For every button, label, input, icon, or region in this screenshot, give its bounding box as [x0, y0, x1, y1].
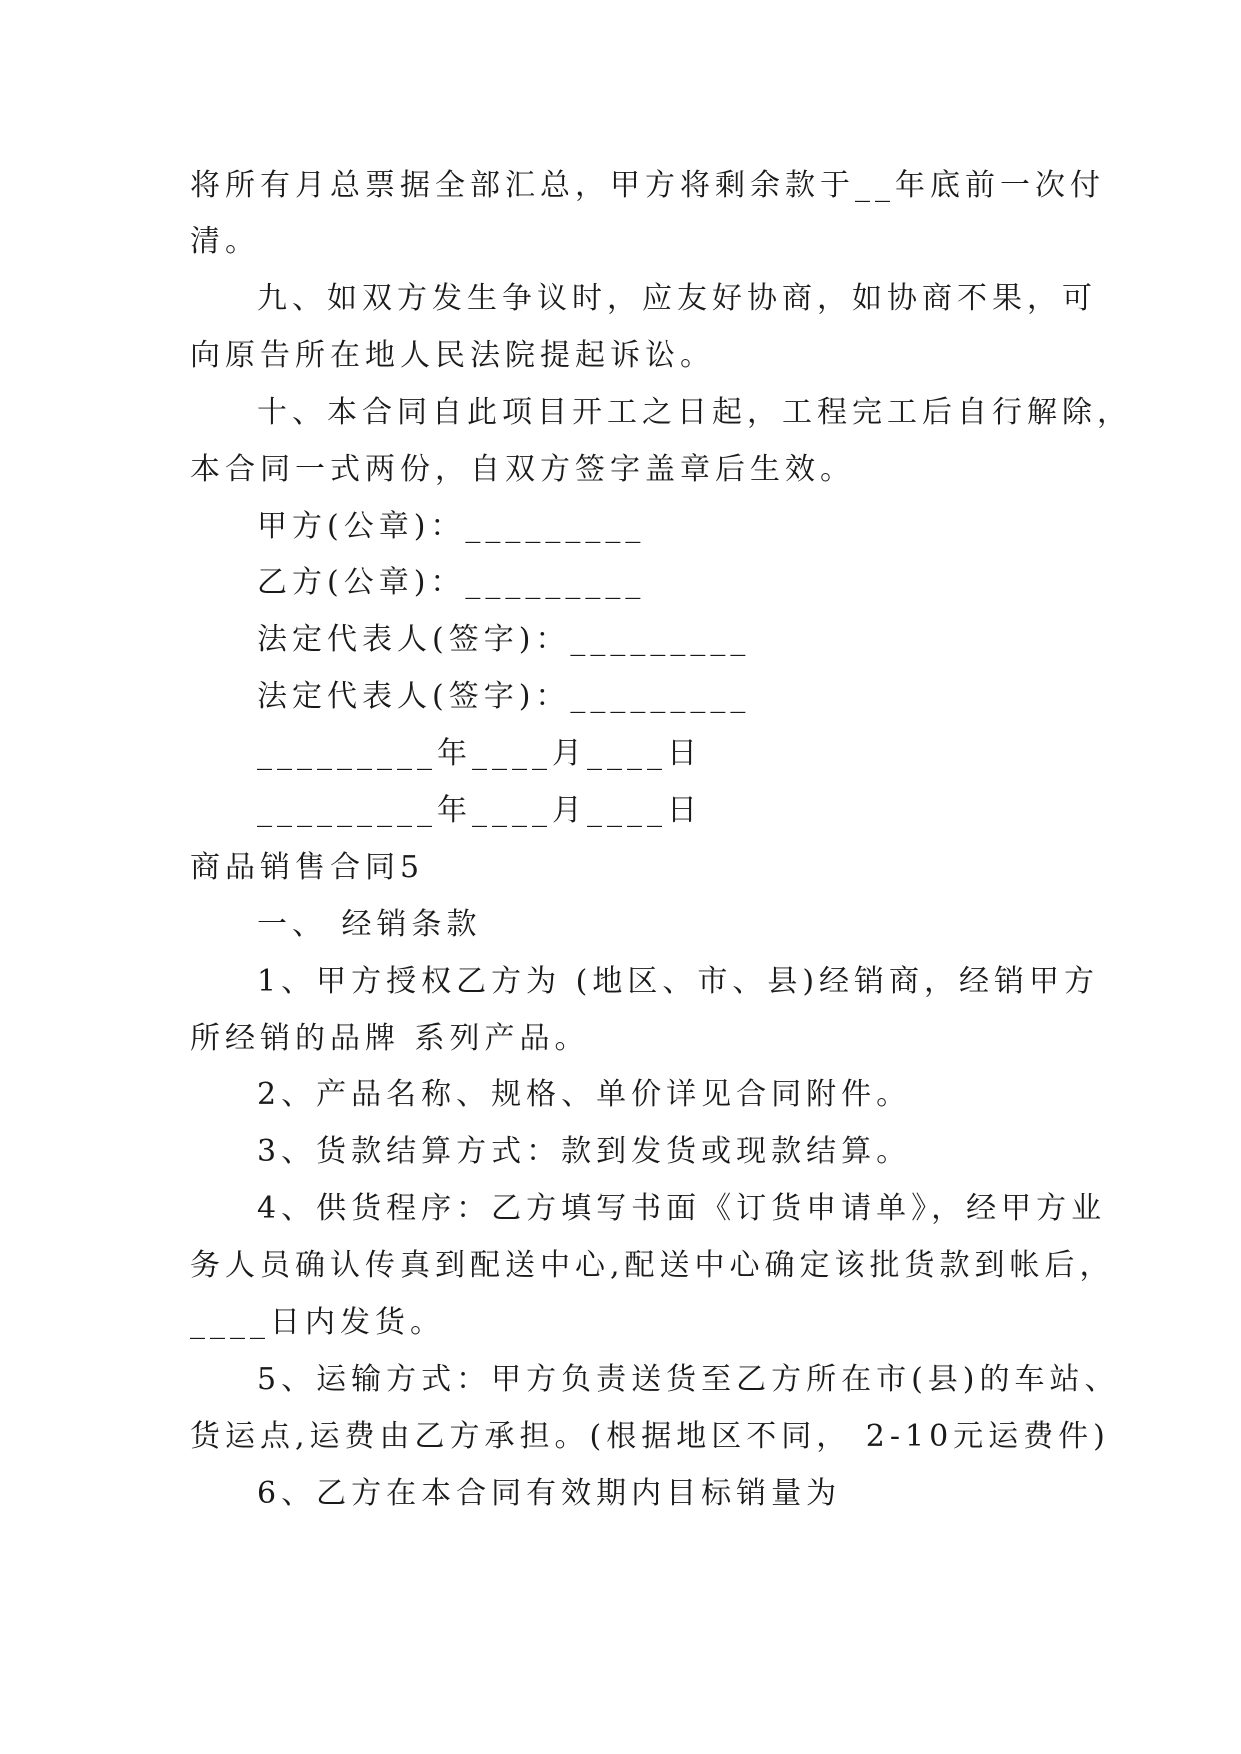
text-line: ____日内发货。 — [190, 1305, 445, 1340]
section-title: 商品销售合同5 — [190, 850, 425, 885]
text-line: 九、如双方发生争议时，应友好协商，如协商不果，可 — [257, 281, 1097, 316]
date-line: _________年____月____日 — [257, 793, 702, 828]
text-line: 货运点,运费由乙方承担。(根据地区不同， 2-10元运费件) — [190, 1419, 1110, 1454]
text-line: 3、货款结算方式：款到发货或现款结算。 — [257, 1134, 912, 1169]
text-line: 清。 — [190, 224, 260, 259]
text-line: 6、乙方在本合同有效期内目标销量为 — [257, 1476, 842, 1511]
text-line: 将所有月总票据全部汇总，甲方将剩余款于__年底前一次付 — [190, 168, 1105, 203]
date-line: _________年____月____日 — [257, 736, 702, 771]
clause-heading: 一、 经销条款 — [257, 907, 482, 942]
text-line: 向原告所在地人民法院提起诉讼。 — [190, 338, 715, 373]
text-line: 本合同一式两份，自双方签字盖章后生效。 — [190, 452, 855, 487]
text-line: 十、本合同自此项目开工之日起，工程完工后自行解除， — [257, 395, 1132, 430]
legal-rep-signature-line: 法定代表人(签字)：_________ — [257, 622, 751, 657]
party-b-seal-line: 乙方(公章)：_________ — [257, 565, 646, 600]
text-line: 2、产品名称、规格、单价详见合同附件。 — [257, 1077, 912, 1112]
text-line: 4、供货程序：乙方填写书面《订货申请单》，经甲方业 — [257, 1191, 1107, 1226]
text-line: 务人员确认传真到配送中心,配送中心确定该批货款到帐后， — [190, 1248, 1115, 1283]
text-line: 5、运输方式：甲方负责送货至乙方所在市(县)的车站、 — [257, 1362, 1120, 1397]
text-line: 所经销的品牌 系列产品。 — [190, 1021, 590, 1056]
legal-rep-signature-line: 法定代表人(签字)：_________ — [257, 679, 751, 714]
party-a-seal-line: 甲方(公章)：_________ — [257, 509, 646, 544]
text-line: 1、甲方授权乙方为 (地区、市、县)经销商，经销甲方 — [257, 964, 1100, 999]
